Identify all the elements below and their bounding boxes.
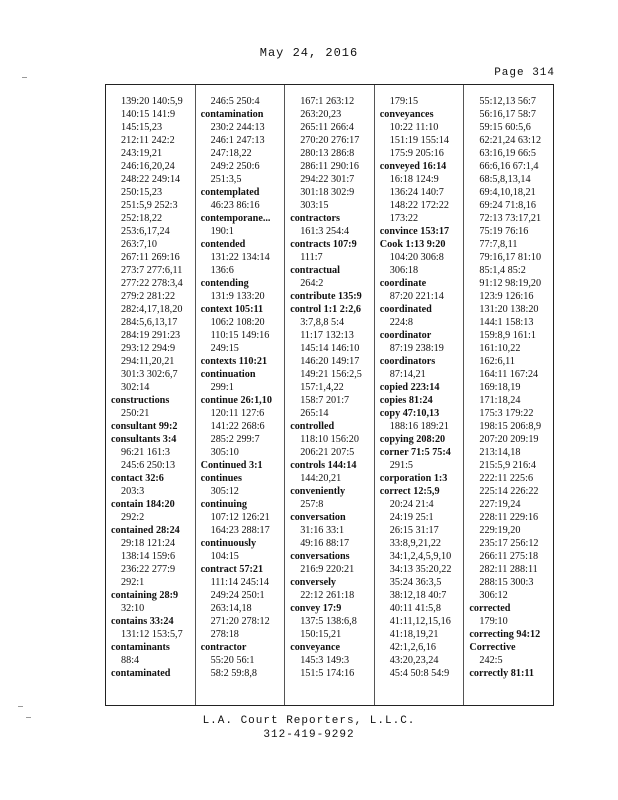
index-term: coordinated bbox=[379, 304, 432, 315]
index-page-refs: 63:16,19 66:5 bbox=[479, 148, 536, 159]
index-page-refs: 32:10 bbox=[121, 603, 145, 614]
index-term: contain 184:20 bbox=[111, 499, 175, 510]
index-page-refs: 213:14,18 bbox=[479, 447, 521, 458]
index-page-refs: 286:11 290:16 bbox=[300, 161, 359, 172]
index-column-4 bbox=[375, 85, 465, 705]
page-number: Page 314 bbox=[494, 67, 555, 79]
index-page-refs: 145:14 146:10 bbox=[300, 343, 360, 354]
index-term: contract 57:21 bbox=[200, 564, 264, 575]
index-term: conveyed 16:14 bbox=[379, 161, 447, 172]
index-page-refs: 229:19,20 bbox=[479, 525, 521, 536]
index-page-refs: 263:14,18 bbox=[210, 603, 252, 614]
index-page-refs: 263:20,23 bbox=[300, 109, 342, 120]
index-page-refs: 198:15 206:8,9 bbox=[479, 421, 542, 432]
index-page-refs: 247:18,22 bbox=[210, 148, 252, 159]
index-term: continuation bbox=[200, 369, 256, 380]
index-page-refs: 305:12 bbox=[210, 486, 239, 497]
index-page-refs: 150:15,21 bbox=[300, 629, 342, 640]
index-page-refs: 222:11 225:6 bbox=[479, 473, 534, 484]
index-column-3 bbox=[285, 85, 375, 705]
index-page-refs: 161:10,22 bbox=[479, 343, 521, 354]
index-page-refs: 206:21 207:5 bbox=[300, 447, 355, 458]
index-page-refs: 158:7 201:7 bbox=[300, 395, 350, 406]
index-page-refs: 24:19 25:1 bbox=[389, 512, 434, 523]
index-term: controls 144:14 bbox=[290, 460, 357, 471]
index-page-refs: 34:13 35:20,22 bbox=[389, 564, 452, 575]
index-term: continuously bbox=[200, 538, 257, 549]
index-page-refs: 169:18,19 bbox=[479, 382, 521, 393]
index-page-refs: 179:15 bbox=[389, 96, 419, 107]
index-page-refs: 246:16,20,24 bbox=[121, 161, 175, 172]
index-page-refs: 248:22 249:14 bbox=[121, 174, 181, 185]
index-page-refs: 49:16 88:17 bbox=[300, 538, 350, 549]
index-page-refs: 278:18 bbox=[210, 629, 239, 640]
index-term: contamination bbox=[200, 109, 264, 120]
index-page-refs: 249:24 250:1 bbox=[210, 590, 265, 601]
index-page-refs: 251:3,5 bbox=[210, 174, 242, 185]
index-page-refs: 263:7,10 bbox=[121, 239, 157, 250]
index-page-refs: 151:19 155:14 bbox=[389, 135, 449, 146]
index-page-refs: 33:8,9,21,22 bbox=[389, 538, 442, 549]
index-term: contaminated bbox=[111, 668, 171, 679]
index-term: continues bbox=[200, 473, 242, 484]
index-page-refs: 137:5 138:6,8 bbox=[300, 616, 357, 627]
index-page-refs: 301:18 302:9 bbox=[300, 187, 355, 198]
index-page-refs: 20:24 21:4 bbox=[389, 499, 434, 510]
index-term: coordinator bbox=[379, 330, 432, 341]
index-page-refs: 136:24 140:7 bbox=[389, 187, 444, 198]
index-page-refs: 120:11 127:6 bbox=[210, 408, 265, 419]
index-page-refs: 149:21 156:2,5 bbox=[300, 369, 362, 380]
index-term: contained 28:24 bbox=[111, 525, 180, 536]
index-term: conveyance bbox=[290, 642, 340, 653]
index-page-refs: 253:6,17,24 bbox=[121, 226, 170, 237]
word-index-table bbox=[105, 84, 554, 706]
index-term: contractual bbox=[290, 265, 340, 276]
index-page-refs: 148:22 172:22 bbox=[389, 200, 449, 211]
index-page-refs: 26:15 31:17 bbox=[389, 525, 439, 536]
index-page-refs: 151:5 174:16 bbox=[300, 668, 355, 679]
index-term: contribute 135:9 bbox=[290, 291, 362, 302]
index-page-refs: 68:5,8,13,14 bbox=[479, 174, 531, 185]
index-page-refs: 167:1 263:12 bbox=[300, 96, 355, 107]
index-page-refs: 131:9 133:20 bbox=[210, 291, 265, 302]
index-page-refs: 42:1,2,6,16 bbox=[389, 642, 436, 653]
index-page-refs: 22:12 261:18 bbox=[300, 590, 355, 601]
index-term: contended bbox=[200, 239, 246, 250]
index-page-refs: 265:14 bbox=[300, 408, 329, 419]
index-term: constructions bbox=[111, 395, 170, 406]
index-term: context 105:11 bbox=[200, 304, 264, 315]
index-page-refs: 145:15,23 bbox=[121, 122, 163, 133]
index-page-refs: 87:20 221:14 bbox=[389, 291, 444, 302]
index-term: contractors bbox=[290, 213, 340, 224]
index-page-refs: 157:1,4,22 bbox=[300, 382, 344, 393]
index-page-refs: 55:12,13 56:7 bbox=[479, 96, 536, 107]
index-page-refs: 306:12 bbox=[479, 590, 508, 601]
index-page-refs: 55:20 56:1 bbox=[210, 655, 255, 666]
index-page-refs: 34:1,2,4,5,9,10 bbox=[389, 551, 452, 562]
index-term: copying 208:20 bbox=[379, 434, 446, 445]
index-page-refs: 246:5 250:4 bbox=[210, 96, 260, 107]
index-term: conveniently bbox=[290, 486, 346, 497]
index-term: correctly 81:11 bbox=[469, 668, 534, 679]
index-term: copies 81:24 bbox=[379, 395, 433, 406]
index-term: corner 71:5 75:4 bbox=[379, 447, 451, 458]
index-page-refs: 131:12 153:5,7 bbox=[121, 629, 183, 640]
index-page-refs: 285:2 299:7 bbox=[210, 434, 260, 445]
index-page-refs: 294:11,20,21 bbox=[121, 356, 175, 367]
index-page-refs: 279:2 281:22 bbox=[121, 291, 176, 302]
index-page-refs: 38:12,18 40:7 bbox=[389, 590, 447, 601]
index-page-refs: 175:3 179:22 bbox=[479, 408, 534, 419]
index-column-1 bbox=[106, 85, 196, 705]
index-page-refs: 111:7 bbox=[300, 252, 323, 263]
index-page-refs: 216:9 220:21 bbox=[300, 564, 355, 575]
index-page-refs: 139:20 140:5,9 bbox=[121, 96, 183, 107]
index-term: copy 47:10,13 bbox=[379, 408, 440, 419]
index-term: corporation 1:3 bbox=[379, 473, 448, 484]
index-term: convince 153:17 bbox=[379, 226, 450, 237]
index-page-refs: 159:8,9 161:1 bbox=[479, 330, 536, 341]
index-page-refs: 29:18 121:24 bbox=[121, 538, 176, 549]
index-page-refs: 173:22 bbox=[389, 213, 419, 224]
index-page-refs: 111:14 245:14 bbox=[210, 577, 269, 588]
index-page-refs: 188:16 189:21 bbox=[389, 421, 449, 432]
index-page-refs: 161:3 254:4 bbox=[300, 226, 350, 237]
index-page-refs: 251:5,9 252:3 bbox=[121, 200, 178, 211]
index-term: containing 28:9 bbox=[111, 590, 179, 601]
index-page-refs: 190:1 bbox=[210, 226, 234, 237]
index-page-refs: 144:1 158:13 bbox=[479, 317, 534, 328]
index-term: conversations bbox=[290, 551, 350, 562]
index-term: continuing bbox=[200, 499, 248, 510]
index-page-refs: 131:20 138:20 bbox=[479, 304, 539, 315]
index-column-5 bbox=[464, 85, 553, 705]
index-page-refs: 3:7,8,8 5:4 bbox=[300, 317, 345, 328]
index-page-refs: 77:7,8,11 bbox=[479, 239, 518, 250]
index-page-refs: 302:14 bbox=[121, 382, 150, 393]
index-term: contractor bbox=[200, 642, 247, 653]
index-page-refs: 145:3 149:3 bbox=[300, 655, 350, 666]
index-page-refs: 110:15 149:16 bbox=[210, 330, 270, 341]
index-page-refs: 31:16 33:1 bbox=[300, 525, 345, 536]
index-page-refs: 242:5 bbox=[479, 655, 503, 666]
index-page-refs: 56:16,17 58:7 bbox=[479, 109, 536, 120]
index-page-refs: 66:6,16 67:1,4 bbox=[479, 161, 539, 172]
index-page-refs: 282:4,17,18,20 bbox=[121, 304, 183, 315]
index-page-refs: 292:2 bbox=[121, 512, 145, 523]
index-page-refs: 246:1 247:13 bbox=[210, 135, 265, 146]
scan-speck bbox=[22, 77, 27, 78]
index-page-refs: 243:19,21 bbox=[121, 148, 163, 159]
index-page-refs: 277:22 278:3,4 bbox=[121, 278, 183, 289]
index-page-refs: 271:20 278:12 bbox=[210, 616, 270, 627]
index-page-refs: 85:1,4 85:2 bbox=[479, 265, 526, 276]
index-page-refs: 301:3 302:6,7 bbox=[121, 369, 178, 380]
index-page-refs: 267:11 269:16 bbox=[121, 252, 180, 263]
index-page-refs: 131:22 134:14 bbox=[210, 252, 270, 263]
index-term: contending bbox=[200, 278, 249, 289]
index-page-refs: 41:11,12,15,16 bbox=[389, 616, 451, 627]
index-term: convey 17:9 bbox=[290, 603, 342, 614]
index-term: continue 26:1,10 bbox=[200, 395, 272, 406]
index-page-refs: 303:15 bbox=[300, 200, 329, 211]
index-page-refs: 45:4 50:8 54:9 bbox=[389, 668, 450, 679]
footer-phone: 312-419-9292 bbox=[263, 729, 355, 741]
index-page-refs: 75:19 76:16 bbox=[479, 226, 529, 237]
index-page-refs: 106:2 108:20 bbox=[210, 317, 265, 328]
index-page-refs: 235:17 256:12 bbox=[479, 538, 539, 549]
index-page-refs: 59:15 60:5,6 bbox=[479, 122, 531, 133]
index-page-refs: 280:13 286:8 bbox=[300, 148, 355, 159]
index-page-refs: 305:10 bbox=[210, 447, 239, 458]
index-page-refs: 144:20,21 bbox=[300, 473, 342, 484]
index-term: contact 32:6 bbox=[111, 473, 164, 484]
index-page-refs: 164:23 288:17 bbox=[210, 525, 270, 536]
index-page-refs: 228:11 229:16 bbox=[479, 512, 539, 523]
footer-company: L.A. Court Reporters, L.L.C. bbox=[202, 715, 416, 727]
index-page-refs: 265:11 266:4 bbox=[300, 122, 354, 133]
index-page-refs: 41:18,19,21 bbox=[389, 629, 439, 640]
index-page-refs: 43:20,23,24 bbox=[389, 655, 439, 666]
index-term: corrected bbox=[469, 603, 511, 614]
index-page-refs: 46:23 86:16 bbox=[210, 200, 260, 211]
index-term: Corrective bbox=[469, 642, 516, 653]
index-page-refs: 79:16,17 81:10 bbox=[479, 252, 542, 263]
index-page-refs: 123:9 126:16 bbox=[479, 291, 534, 302]
index-page-refs: 288:15 300:3 bbox=[479, 577, 534, 588]
index-term: conversation bbox=[290, 512, 346, 523]
index-term: consultants 3:4 bbox=[111, 434, 177, 445]
index-term: copied 223:14 bbox=[379, 382, 440, 393]
index-page-refs: 171:18,24 bbox=[479, 395, 521, 406]
index-page-refs: 250:15,23 bbox=[121, 187, 163, 198]
index-term: correcting 94:12 bbox=[469, 629, 541, 640]
index-term: control 1:1 2:2,6 bbox=[290, 304, 362, 315]
index-page-refs: 225:14 226:22 bbox=[479, 486, 539, 497]
index-page-refs: 249:2 250:6 bbox=[210, 161, 260, 172]
header-date: May 24, 2016 bbox=[259, 46, 359, 60]
index-page-refs: 227:19,24 bbox=[479, 499, 521, 510]
index-page-refs: 69:24 71:8,16 bbox=[479, 200, 536, 211]
index-page-refs: 207:20 209:19 bbox=[479, 434, 539, 445]
index-page-refs: 291:5 bbox=[389, 460, 413, 471]
index-page-refs: 10:22 11:10 bbox=[389, 122, 439, 133]
index-page-refs: 294:22 301:7 bbox=[300, 174, 355, 185]
index-page-refs: 35:24 36:3,5 bbox=[389, 577, 442, 588]
index-page-refs: 11:17 132:13 bbox=[300, 330, 354, 341]
index-term: controlled bbox=[290, 421, 335, 432]
index-term: coordinate bbox=[379, 278, 427, 289]
index-page-refs: 270:20 276:17 bbox=[300, 135, 360, 146]
index-term: contexts 110:21 bbox=[200, 356, 268, 367]
index-page-refs: 107:12 126:21 bbox=[210, 512, 270, 523]
index-page-refs: 224:8 bbox=[389, 317, 413, 328]
index-term: contaminants bbox=[111, 642, 170, 653]
index-page-refs: 175:9 205:16 bbox=[389, 148, 444, 159]
index-page-refs: 230:2 244:13 bbox=[210, 122, 265, 133]
index-page-refs: 118:10 156:20 bbox=[300, 434, 359, 445]
index-page-refs: 69:4,10,18,21 bbox=[479, 187, 536, 198]
index-term: conveyances bbox=[379, 109, 434, 120]
index-page-refs: 306:18 bbox=[389, 265, 419, 276]
index-page-refs: 273:7 277:6,11 bbox=[121, 265, 183, 276]
index-page-refs: 96:21 161:3 bbox=[121, 447, 170, 458]
index-page-refs: 282:11 288:11 bbox=[479, 564, 538, 575]
index-page-refs: 293:12 294:9 bbox=[121, 343, 176, 354]
index-page-refs: 58:2 59:8,8 bbox=[210, 668, 258, 679]
index-term: contemporane... bbox=[200, 213, 271, 224]
index-term: correct 12:5,9 bbox=[379, 486, 440, 497]
index-page-refs: 292:1 bbox=[121, 577, 145, 588]
index-page-refs: 104:20 306:8 bbox=[389, 252, 444, 263]
page-footer bbox=[0, 714, 618, 742]
index-page-refs: 146:20 149:17 bbox=[300, 356, 360, 367]
index-page-refs: 91:12 98:19,20 bbox=[479, 278, 542, 289]
index-page-refs: 264:2 bbox=[300, 278, 324, 289]
index-term: contracts 107:9 bbox=[290, 239, 357, 250]
index-page-refs: 284:5,6,13,17 bbox=[121, 317, 178, 328]
index-term: Cook 1:13 9:20 bbox=[379, 239, 446, 250]
index-term: consultant 99:2 bbox=[111, 421, 178, 432]
index-page-refs: 141:22 268:6 bbox=[210, 421, 265, 432]
index-page-refs: 164:11 167:24 bbox=[479, 369, 539, 380]
index-page-refs: 16:18 124:9 bbox=[389, 174, 439, 185]
index-page-refs: 87:19 238:19 bbox=[389, 343, 444, 354]
index-page-refs: 299:1 bbox=[210, 382, 234, 393]
index-page-refs: 245:6 250:13 bbox=[121, 460, 176, 471]
index-page-refs: 72:13 73:17,21 bbox=[479, 213, 542, 224]
index-page-refs: 215:5,9 216:4 bbox=[479, 460, 536, 471]
index-page-refs: 236:22 277:9 bbox=[121, 564, 176, 575]
index-page-refs: 249:15 bbox=[210, 343, 239, 354]
index-column-2 bbox=[196, 85, 286, 705]
index-page-refs: 257:8 bbox=[300, 499, 324, 510]
index-page-refs: 88:4 bbox=[121, 655, 140, 666]
index-term: Continued 3:1 bbox=[200, 460, 263, 471]
index-page-refs: 250:21 bbox=[121, 408, 150, 419]
scan-speck bbox=[18, 706, 23, 707]
index-page-refs: 136:6 bbox=[210, 265, 234, 276]
index-page-refs: 162:6,11 bbox=[479, 356, 515, 367]
index-page-refs: 62:21,24 63:12 bbox=[479, 135, 542, 146]
index-page-refs: 40:11 41:5,8 bbox=[389, 603, 441, 614]
index-term: contains 33:24 bbox=[111, 616, 174, 627]
index-page-refs: 252:18,22 bbox=[121, 213, 163, 224]
index-page-refs: 87:14,21 bbox=[389, 369, 426, 380]
index-page-refs: 284:19 291:23 bbox=[121, 330, 181, 341]
index-term: contemplated bbox=[200, 187, 260, 198]
index-page-refs: 138:14 159:6 bbox=[121, 551, 176, 562]
index-page-refs: 179:10 bbox=[479, 616, 508, 627]
index-page-refs: 140:15 141:9 bbox=[121, 109, 176, 120]
index-page-refs: 104:15 bbox=[210, 551, 239, 562]
index-term: conversely bbox=[290, 577, 337, 588]
index-page-refs: 212:11 242:2 bbox=[121, 135, 175, 146]
index-page-refs: 266:11 275:18 bbox=[479, 551, 539, 562]
index-page-refs: 203:3 bbox=[121, 486, 145, 497]
index-term: coordinators bbox=[379, 356, 436, 367]
